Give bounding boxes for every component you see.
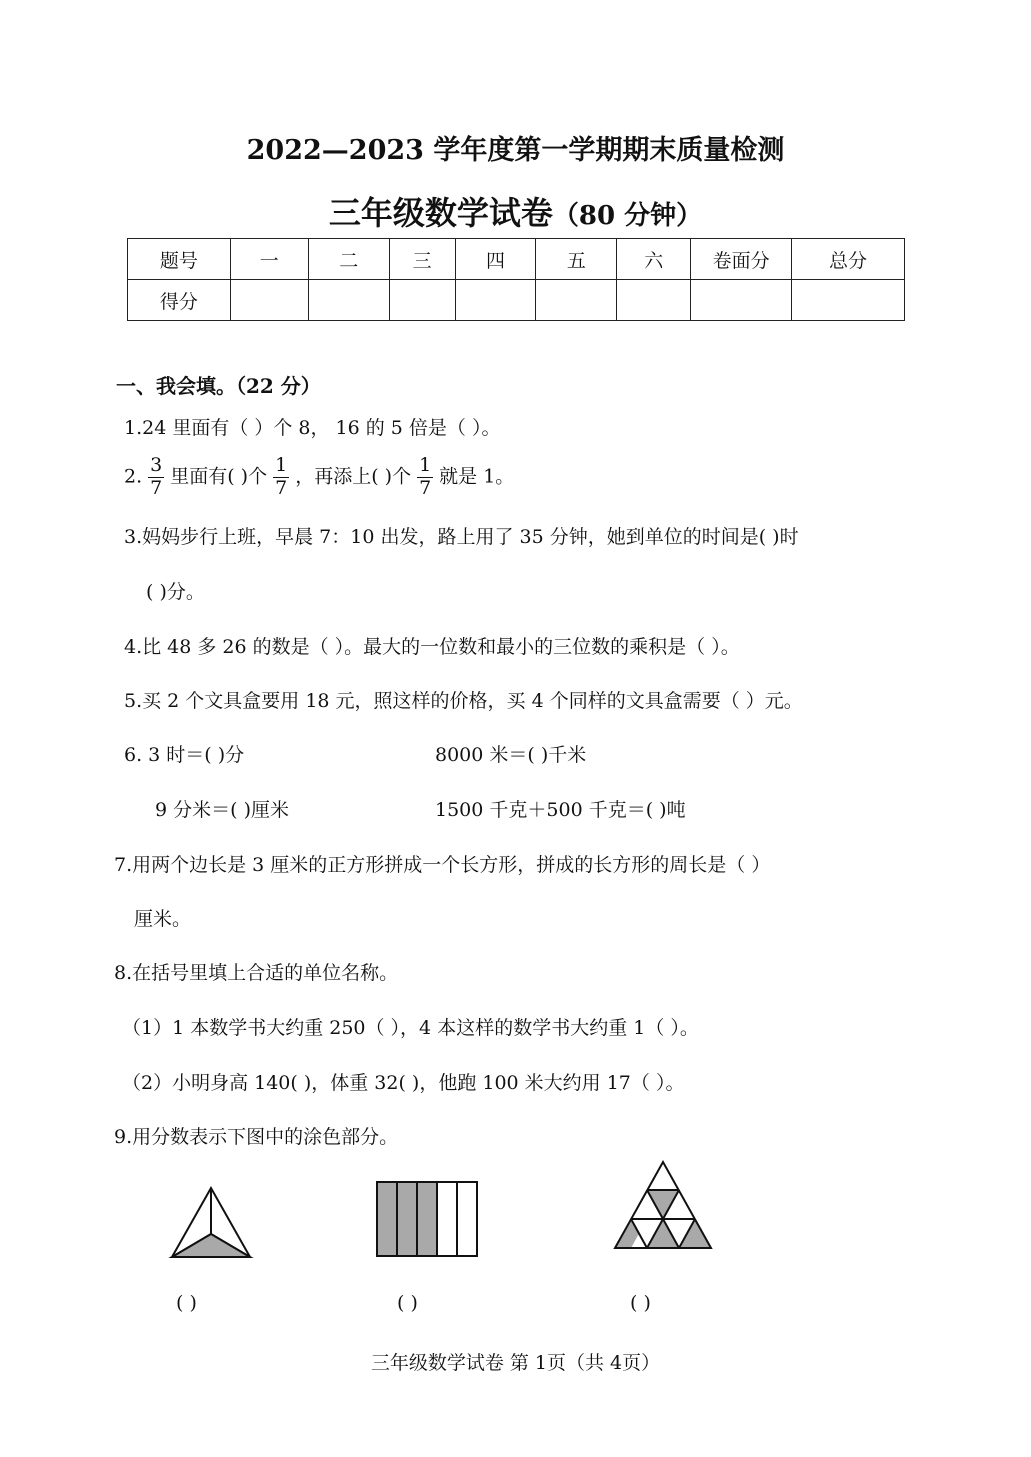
- question-8-2: （2）小明身高 140( )，体重 32( )，他跑 100 米大约用 17（ ）。: [122, 1072, 685, 1094]
- fraction-1-7: [417, 455, 433, 500]
- numerator: 3: [150, 454, 163, 476]
- exam-title: 2022—2023 学年度第一学期期末质量检测: [246, 135, 785, 166]
- numerator: 1: [275, 454, 288, 476]
- page-footer: 三年级数学试卷 第 1页（共 4页）: [370, 1352, 661, 1374]
- score-header-cell: 总分: [792, 239, 905, 280]
- score-cell[interactable]: [308, 280, 389, 321]
- question-7-line2: 厘米。: [134, 908, 192, 930]
- answer-blank-3[interactable]: ( ): [630, 1292, 651, 1314]
- fraction-3-7: [148, 455, 164, 500]
- score-header-cell: 一: [230, 239, 308, 280]
- answer-blank-1[interactable]: ( ): [176, 1292, 197, 1314]
- answer-blank-2[interactable]: ( ): [397, 1292, 418, 1314]
- question-4: 4.比 48 多 26 的数是（ ）。最大的一位数和最小的三位数的乘积是（ ）。: [124, 636, 740, 658]
- question-3-line1: 3.妈妈步行上班，早晨 7：10 出发，路上用了 35 分钟，她到单位的时间是( )时: [124, 526, 799, 548]
- q2-text-a: 里面有( )个: [170, 465, 268, 488]
- numerator: 1: [419, 454, 432, 476]
- question-3-line2: ( )分。: [146, 581, 205, 603]
- score-cell[interactable]: [617, 280, 691, 321]
- section-heading: 一、我会填。（22 分）: [116, 374, 321, 398]
- triangle-ninths-figure: [611, 1160, 715, 1252]
- q2-number: 2.: [124, 465, 143, 488]
- question-6-b: 8000 米＝( )千米: [435, 744, 587, 766]
- score-cell[interactable]: [455, 280, 536, 321]
- denominator: 7: [419, 476, 432, 499]
- question-2: [124, 455, 514, 500]
- question-6-d: 1500 千克＋500 千克＝( )吨: [435, 799, 686, 821]
- question-5: 5.买 2 个文具盒要用 18 元，照这样的价格，买 4 个同样的文具盒需要（ ）元。: [124, 690, 803, 712]
- denominator: 7: [275, 476, 288, 499]
- score-header-cell: 六: [617, 239, 691, 280]
- score-header-cell: 题号: [128, 239, 231, 280]
- score-cell[interactable]: [792, 280, 905, 321]
- question-8-1: （1）1 本数学书大约重 250（ ），4 本这样的数学书大约重 1（ ）。: [122, 1017, 699, 1039]
- score-cell[interactable]: [389, 280, 455, 321]
- exam-duration: （80 分钟）: [552, 201, 703, 231]
- subtitle-text: 三年级数学试卷: [328, 194, 553, 232]
- fraction-1-7: [273, 455, 289, 500]
- score-cell[interactable]: [536, 280, 617, 321]
- score-header-row: [128, 239, 905, 280]
- question-8: 8.在括号里填上合适的单位名称。: [114, 962, 399, 984]
- score-cell[interactable]: [230, 280, 308, 321]
- score-row: [128, 280, 905, 321]
- score-header-cell: 三: [389, 239, 455, 280]
- exam-subtitle: [0, 188, 1031, 234]
- question-9: 9.用分数表示下图中的涂色部分。: [114, 1126, 399, 1148]
- score-header-cell: 四: [455, 239, 536, 280]
- question-6-c: 9 分米＝( )厘米: [155, 799, 289, 821]
- triangle-thirds-figure: [168, 1184, 254, 1262]
- score-header-cell: 卷面分: [691, 239, 792, 280]
- score-row-label: 得分: [128, 280, 231, 321]
- question-6-a: 6. 3 时＝( )分: [124, 744, 245, 766]
- q2-text-b: ，再添上( )个: [295, 465, 412, 488]
- question-1: 1.24 里面有（ ）个 8， 16 的 5 倍是（ ）。: [124, 417, 501, 439]
- score-header-cell: 二: [308, 239, 389, 280]
- question-7-line1: 7.用两个边长是 3 厘米的正方形拼成一个长方形，拼成的长方形的周长是（ ）: [114, 854, 771, 876]
- score-table: [127, 238, 905, 321]
- rectangle-fifths-figure: [375, 1180, 481, 1258]
- q2-text-c: 就是 1。: [439, 465, 515, 488]
- shaded-part: [377, 1182, 437, 1256]
- denominator: 7: [150, 476, 163, 499]
- score-header-cell: 五: [536, 239, 617, 280]
- score-cell[interactable]: [691, 280, 792, 321]
